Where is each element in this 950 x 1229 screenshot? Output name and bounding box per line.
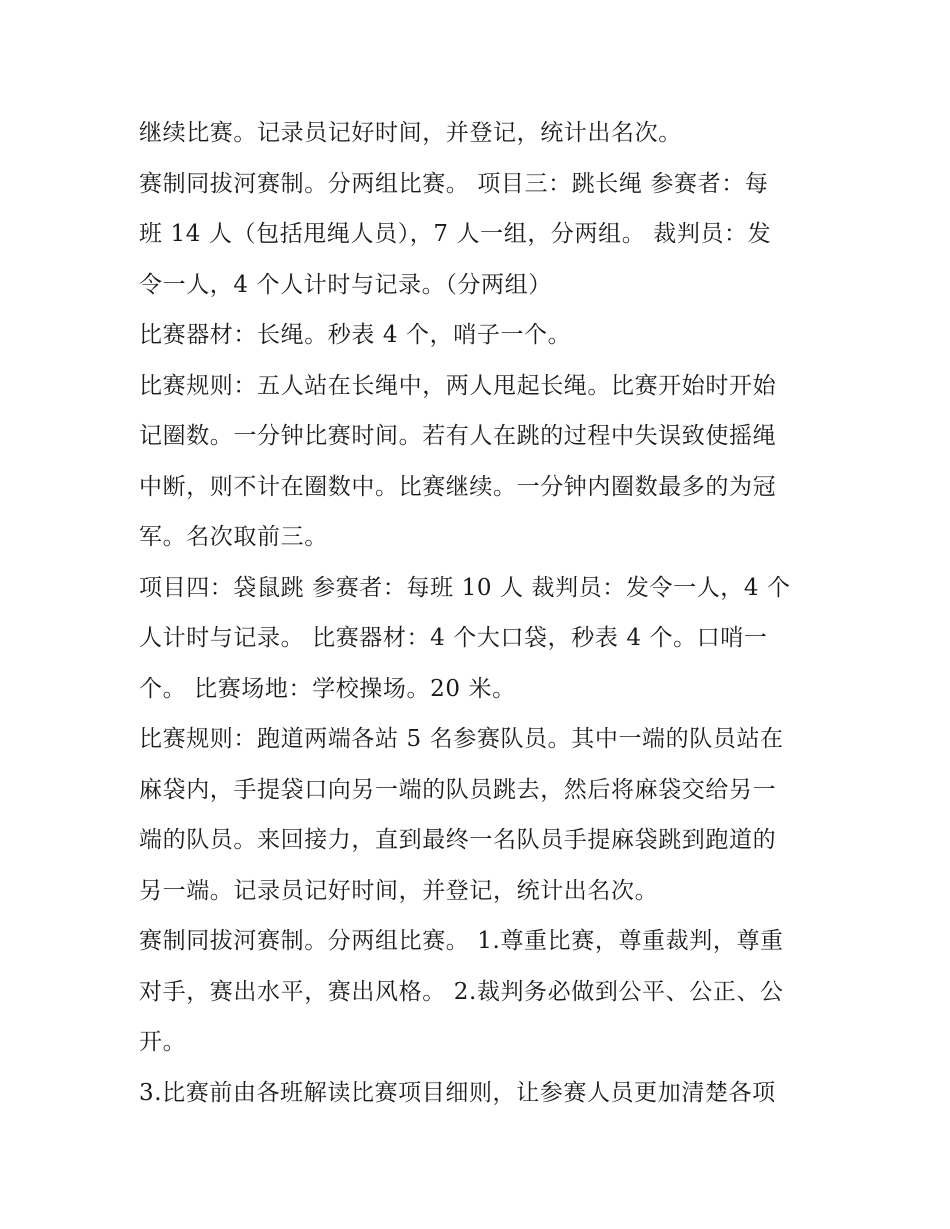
text-line: 比赛器材：长绳。秒表 4 个，哨子一个。 bbox=[139, 322, 572, 348]
document-body bbox=[139, 108, 819, 1118]
text-line: 记圈数。一分钟比赛时间。若有人在跳的过程中失误致使摇绳 bbox=[139, 423, 777, 449]
text-line: 令一人，4 个人计时与记录。（分两组） bbox=[139, 271, 552, 298]
text-line: 项目四：袋鼠跳 参赛者：每班 10 人 裁判员：发令一人，4 个 bbox=[139, 574, 791, 601]
text-line: 军。名次取前三。 bbox=[139, 524, 328, 550]
text-line: 比赛规则：五人站在长绳中，两人甩起长绳。比赛开始时开始 bbox=[139, 372, 777, 399]
text-line: 人计时与记录。 比赛器材：4 个大口袋，秒表 4 个。口哨一 bbox=[139, 625, 768, 651]
text-line: 端的队员。来回接力，直到最终一名队员手提麻袋跳到跑道的 bbox=[139, 827, 777, 853]
text-line: 赛制同拔河赛制。分两组比赛。 1.尊重比赛，尊重裁判，尊重 bbox=[139, 928, 784, 954]
text-line: 个。 比赛场地：学校操场。20 米。 bbox=[139, 675, 516, 702]
text-line: 另一端。记录员记好时间，并登记，统计出名次。 bbox=[139, 877, 659, 904]
text-line: 3.比赛前由各班解读比赛项目细则，让参赛人员更加清楚各项 bbox=[139, 1079, 776, 1106]
text-line: 开。 bbox=[139, 1029, 187, 1055]
text-line: 班 14 人（包括甩绳人员），7 人一组，分两组。 裁判员：发 bbox=[139, 221, 772, 247]
text-line: 比赛规则：跑道两端各站 5 名参赛队员。其中一端的队员站在 bbox=[139, 726, 784, 752]
text-line: 中断，则不计在圈数中。比赛继续。一分钟内圈数最多的为冠 bbox=[139, 473, 777, 500]
text-line: 麻袋内，手提袋口向另一端的队员跳去，然后将麻袋交给另一 bbox=[139, 776, 777, 803]
text-line: 赛制同拔河赛制。分两组比赛。 项目三：跳长绳 参赛者：每 bbox=[139, 170, 769, 197]
text-line: 继续比赛。记录员记好时间，并登记，统计出名次。 bbox=[139, 120, 682, 146]
text-line: 对手，赛出水平，赛出风格。 2.裁判务必做到公平、公正、公 bbox=[139, 978, 784, 1005]
